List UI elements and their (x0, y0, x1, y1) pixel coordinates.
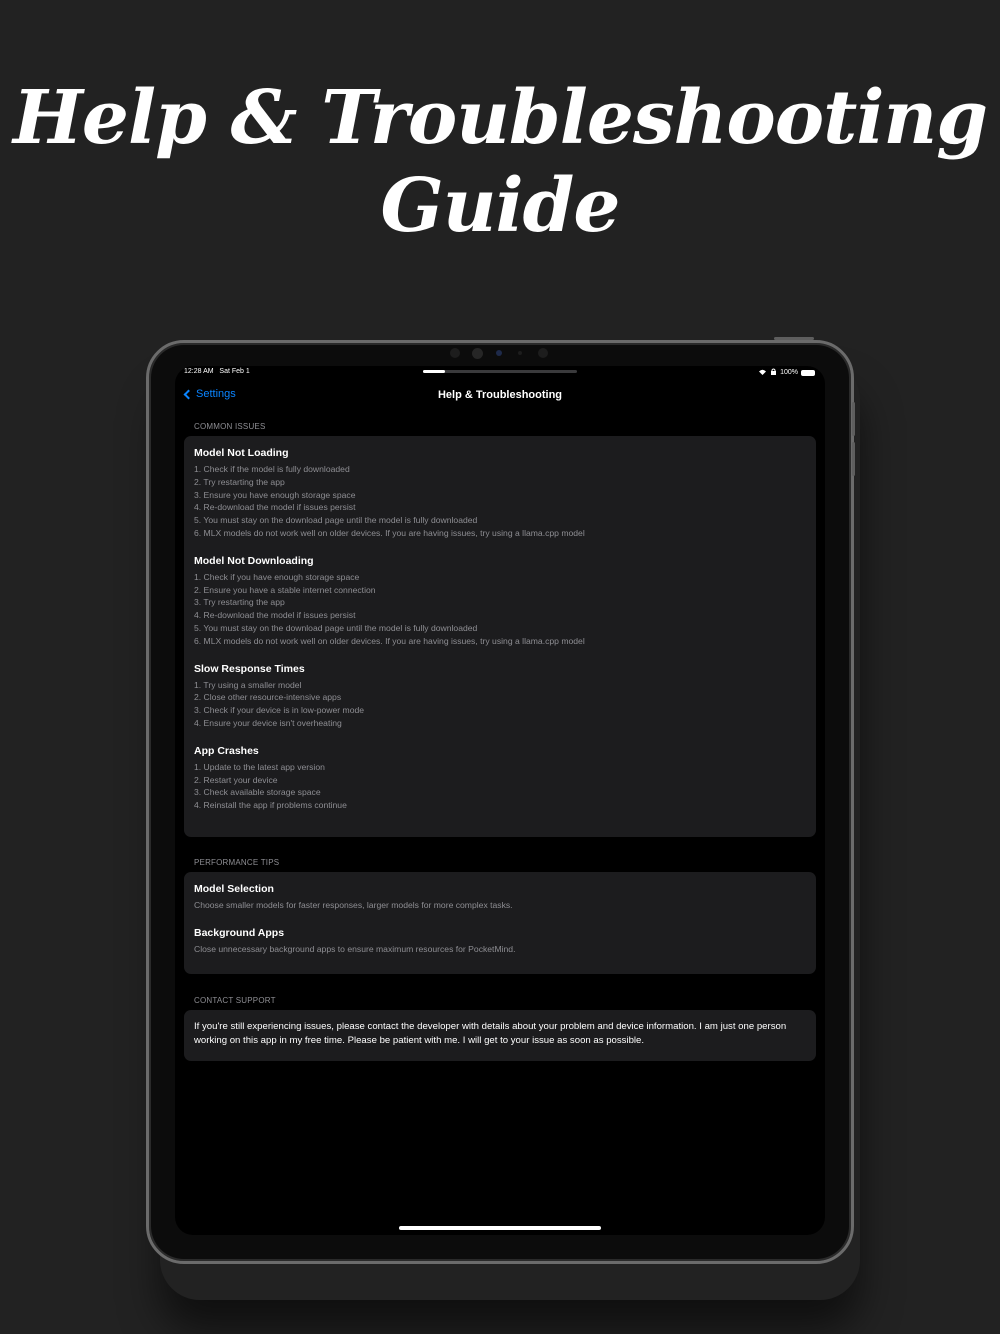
issue-app-crashes (194, 744, 806, 812)
item-line: 2. Ensure you have a stable internet connection (194, 584, 376, 595)
item-line: 3. Check if your device is in low-power mode (194, 705, 365, 716)
battery-icon (801, 370, 815, 376)
issue-model-not-downloading (194, 554, 806, 648)
volume-up-button (852, 402, 855, 436)
camera-lens-icon (472, 348, 483, 359)
navigation-bar (175, 386, 825, 408)
item-line: 4. Reinstall the app if problems continue (194, 800, 347, 811)
contact-support-text: If you're still experiencing issues, please contact the developer with details about your problem and device information. I am just one person working on this app in my free time. Please be patient with me. I will get to your issue as soon as possible. (194, 1021, 787, 1047)
status-icons (758, 368, 815, 377)
tip-model-selection (194, 882, 806, 912)
item-line: 1. Update to the latest app version (194, 761, 325, 772)
camera-indicator-dot (496, 350, 502, 356)
item-title: Model Selection (194, 883, 274, 895)
item-title: Model Not Downloading (194, 554, 314, 567)
item-line: 6. MLX models do not work well on older devices. If you are having issues, try using a llama.cpp model (194, 635, 585, 646)
issue-slow-response-times (194, 662, 806, 730)
sensor-dot (450, 348, 460, 358)
item-line: 3. Check available storage space (194, 787, 321, 798)
item-line: 1. Try using a smaller model (194, 679, 302, 690)
multitasking-pill[interactable] (423, 370, 577, 373)
section-header-performance-tips: PERFORMANCE TIPS (194, 858, 280, 867)
item-line: 5. You must stay on the download page until the model is fully downloaded (194, 515, 478, 526)
page-title: Help & Troubleshooting (437, 389, 563, 401)
item-title: Slow Response Times (194, 662, 305, 675)
sensor-dot (518, 351, 522, 355)
item-title: Model Not Loading (194, 447, 289, 459)
headline-line-1: Help & Troubleshooting (13, 75, 987, 161)
item-line: 5. You must stay on the download page until the model is fully downloaded (194, 622, 478, 633)
status-bar (175, 366, 825, 380)
home-indicator[interactable] (399, 1226, 601, 1230)
camera-housing (446, 346, 556, 360)
item-line: 1. Check if the model is fully downloaded (194, 464, 350, 474)
performance-tips-card (184, 872, 816, 974)
headline-line-2: Guide (380, 163, 620, 249)
sensor-dot (538, 348, 548, 358)
item-title: App Crashes (194, 744, 259, 757)
item-description: Choose smaller models for faster responses, larger models for more complex tasks. (194, 900, 513, 910)
item-line: 2. Try restarting the app (194, 476, 285, 487)
item-line: 6. MLX models do not work well on older devices. If you are having issues, try using a llama.cpp model (194, 527, 585, 538)
item-line: 1. Check if you have enough storage space (194, 571, 360, 582)
battery-percent: 100% (780, 369, 798, 376)
item-line: 3. Try restarting the app (194, 597, 285, 608)
item-description: Close unnecessary background apps to ensure maximum resources for PocketMind. (194, 943, 516, 954)
top-button (774, 337, 814, 340)
item-line: 4. Ensure your device isn't overheating (194, 717, 342, 728)
promo-headline (0, 74, 1000, 250)
lock-rotation-icon (770, 368, 777, 377)
multitasking-pill-indicator (423, 370, 445, 373)
contact-support-card (184, 1010, 816, 1061)
volume-down-button (852, 442, 855, 476)
common-issues-card (184, 436, 816, 837)
back-button-label: Settings (196, 388, 236, 400)
tip-background-apps (194, 926, 806, 956)
app-screen (175, 366, 825, 1235)
item-line: 2. Restart your device (194, 774, 278, 785)
item-line: 3. Ensure you have enough storage space (194, 489, 356, 500)
item-line: 4. Re-download the model if issues persist (194, 610, 356, 621)
item-title: Background Apps (194, 926, 285, 939)
item-line: 2. Close other resource-intensive apps (194, 692, 342, 703)
wifi-icon (758, 368, 767, 377)
item-line: 4. Re-download the model if issues persist (194, 502, 356, 513)
issue-model-not-loading (194, 446, 806, 540)
status-time: 12:28 AM Sat Feb 1 (184, 368, 250, 375)
section-header-contact-support: CONTACT SUPPORT (194, 996, 276, 1005)
section-header-common-issues: COMMON ISSUES (194, 422, 266, 431)
